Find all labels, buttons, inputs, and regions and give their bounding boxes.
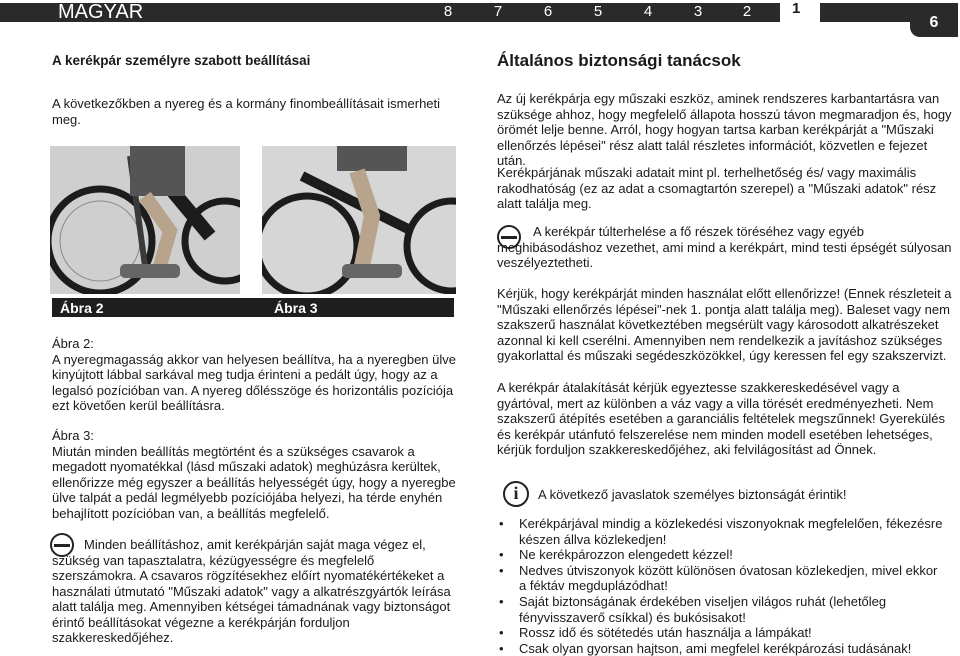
right-paragraph-2: Kerékpárjának műszaki adatait mint pl. terhelhetőség és/ vagy maximális rakodhatóság (ez az adat a csomagtartón szerepel) a "Műszaki adatok" rész alatt találja meg. [497, 165, 937, 211]
nav-number[interactable]: 8 [443, 3, 453, 20]
header-bar [0, 3, 780, 22]
language-label: MAGYAR [58, 1, 144, 23]
nav-number[interactable]: 4 [643, 3, 653, 20]
nav-number[interactable]: 6 [543, 3, 553, 20]
page-number: 6 [910, 3, 958, 37]
info-text: A következő javaslatok személyes biztonságát érintik! [538, 487, 847, 502]
list-item: • Kerékpárjával mindig a közlekedési viszonyoknak megfelelően, fékezésre készen állva közlekedjen! [497, 516, 947, 547]
figure-2-label: Ábra 2 [60, 300, 104, 316]
list-item: • Ne kerékpározzon elengedett kézzel! [497, 547, 947, 563]
list-item: • Saját biztonságának érdekében viseljen világos ruhát (lehetőleg fényvisszaverő csíkkal) és bukósisakot! [497, 594, 947, 625]
figure-3-label: Ábra 3 [274, 300, 318, 316]
list-item: • Rossz idő és sötétedés után használja a lámpákat! [497, 625, 947, 641]
nav-number[interactable]: 7 [493, 3, 503, 20]
right-paragraph-4: A kerékpár átalakítását kérjük egyeztesse szakkereskedésével vagy a gyártóval, mert az különben a váz vagy a villa törését eredményezheti. Nem szakszerű átépítés esetében a garanciális feltételek megszűnnek! Gyerekülés és kerékpár utánfutó felszerelése nem minden modell esetében lehetséges, kérjük forduljon szakkereskedőjéhez, aki felvilágosítást ad Önnek. [497, 380, 946, 457]
left-intro: A következőkben a nyereg és a kormány finombeállításait ismerheti meg. [52, 96, 441, 127]
list-item: • Nedves útviszonyok között különösen óvatosan közlekedjen, mivel ekkor a féktáv megduplázódhat! [497, 563, 947, 594]
nav-number[interactable]: 2 [742, 3, 752, 20]
figure-3-image [262, 146, 456, 294]
figure-3-description: Ábra 3: Miután minden beállítás megtörtént és a szükséges csavarok a megadott nyomatékkal (lásd műszaki adatok) meghúzásra kerültek, ellenőrizze még egyszer a beállítás helyességét úgy, hogy a nyeregbe ülve talpát a pedál legmélyebb pozíciójába helyezi, ha térde enyhén behajlított pozícióban van, a beállítás megfelelő. [52, 428, 456, 521]
left-heading: A kerékpár személyre szabott beállításai [52, 53, 311, 68]
figure-caption-bar [52, 298, 454, 317]
nav-number[interactable]: 3 [693, 3, 703, 20]
right-warning-text: A kerékpár túlterhelése a fő részek töréséhez vagy egyéb meghibásodáshoz vezethet, ami mind a kerékpárt, mind testi épségét súlyosan veszélyeztetheti. [497, 224, 952, 270]
right-paragraph-3: Kérjük, hogy kerékpárját minden használat előtt ellenőrizze! (Ennek részleteit a "Műszaki ellenőrzés lépései"-nek 1. pontja alatt találja meg). Baleset vagy nem szakszerű használat következtében megsérült vagy károsodott alkatrészeket azonnal ki kell cserélni. Amennyiben nem rendelkezik a javításhoz szükséges gyakorlattal és műszaki segédeszközökkel, úgy keressen fel egy szakszervizt. [497, 286, 952, 363]
figure-2-description: Ábra 2: A nyeregmagasság akkor van helyesen beállítva, ha a nyeregben ülve kinyújtott lábbal sarkával meg tudja érinteni a pedált úgy, hogy az a legalsó pozícióban van. A nyereg dőlésszöge és horizontális pozíciója ezt követően kerül beállításra. [52, 336, 456, 413]
list-item: • Csak olyan gyorsan hajtson, ami megfelel kerékpározási tudásának! [497, 641, 947, 656]
left-warning-text: Minden beállításhoz, amit kerékpárján saját maga végez el, szükség van tapasztalatra, kézügyességre és megfelelő szerszámokra. A csavaros rögzítésekhez előírt nyomatékértékeket a használati útmutató "Műszaki adatok" vagy a alkatrészgyártók leírása alatt találja meg. Amennyiben kétségei támadnának vagy biztonságot érintő beállításokat végezne a kerékpárján forduljon szakkereskedőjéhez. [52, 537, 451, 645]
safety-tips-list [497, 516, 947, 656]
header-bar-right [820, 3, 910, 22]
figure-2-image [50, 146, 240, 294]
nav-number[interactable]: 5 [593, 3, 603, 20]
right-heading: Általános biztonsági tanácsok [497, 51, 741, 70]
info-icon: i [503, 481, 529, 507]
current-section-number: 1 [792, 0, 801, 17]
right-paragraph-1: Az új kerékpárja egy műszaki eszköz, aminek rendszeres karbantartásra van szüksége ahhoz, hogy megfelelő állapota hosszú távon megmaradjon és, hogy örömét lelje benne. Arról, hogy hogyan tartsa karban kerékpárját a "Műszaki ellenőrzés lépései" rész alatt talál részletes információt, közvetlen e fejezet után. [497, 91, 952, 168]
